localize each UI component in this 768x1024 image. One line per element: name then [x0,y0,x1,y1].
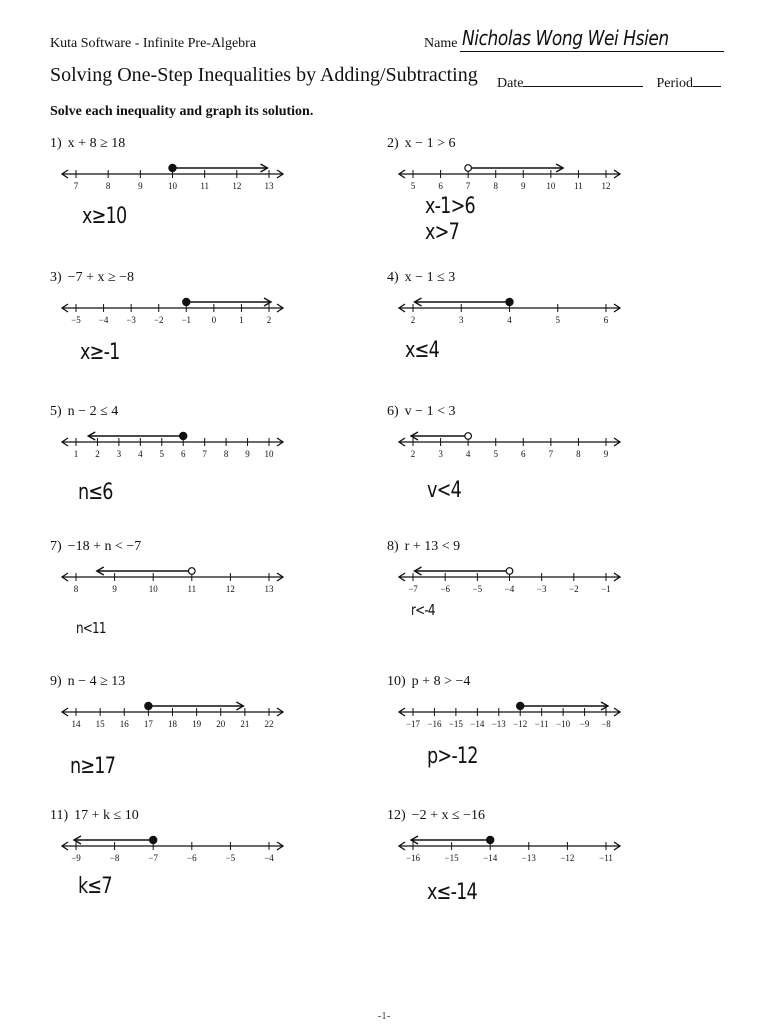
answer-12: x≤-14 [427,880,477,905]
problem-inequality: 17 + k ≤ 10 [74,808,139,823]
answer-3: x≥-1 [80,340,120,365]
answer-1: x≥10 [82,204,127,229]
problem-inequality: −2 + x ≤ −16 [411,808,486,823]
instructions: Solve each inequality and graph its solution. [50,104,314,119]
answer-6: v<4 [427,478,461,503]
tick-label: 14 [71,719,81,729]
open-point [465,433,472,440]
closed-point [183,298,190,305]
problem-number: 12) [387,808,406,823]
tick-label: 16 [119,719,129,729]
answer-4: x≤4 [405,338,439,363]
tick-label: −1 [181,315,192,325]
worksheet-title: Solving One-Step Inequalities by Adding/Subtracting [50,64,478,86]
tick-label: −16 [405,853,421,863]
tick-label: 8 [493,181,498,191]
tick-label: −4 [504,584,515,594]
name-value: Nicholas Wong Wei Hsien [462,26,669,50]
tick-label: 10 [148,584,158,594]
problem-number: 9) [50,674,62,689]
tick-label: −5 [225,853,236,863]
tick-label: −8 [109,853,120,863]
tick-label: 10 [546,181,556,191]
tick-label: 12 [225,584,235,594]
problem-inequality: v − 1 < 3 [404,404,456,419]
tick-label: 3 [438,449,443,459]
tick-label: 11 [200,181,210,191]
tick-label: 2 [95,449,100,459]
closed-point [180,432,187,439]
problem-number: 7) [50,539,62,554]
tick-label: −7 [408,584,418,594]
tick-label: 1 [239,315,244,325]
tick-label: 5 [410,181,416,191]
closed-point [506,298,513,305]
tick-label: 13 [264,584,274,594]
tick-label: 21 [240,719,250,729]
problem-inequality: r + 13 < 9 [404,539,461,554]
tick-label: 13 [264,181,274,191]
number-line-1 [60,146,285,206]
tick-label: −8 [601,719,611,729]
answer-5: n≤6 [78,480,113,505]
tick-label: 8 [105,181,111,191]
tick-label: −3 [126,315,136,325]
tick-label: 1 [73,449,79,459]
tick-label: 7 [202,449,207,459]
tick-label: −2 [153,315,164,325]
tick-label: 7 [73,181,79,191]
tick-label: 12 [601,181,611,191]
tick-label: 9 [245,449,250,459]
tick-label: −14 [483,853,498,863]
answer-7: n<11 [76,619,106,637]
date-blank[interactable] [523,72,643,87]
tick-label: −14 [470,719,485,729]
problem-number: 3) [50,270,62,285]
number-line-5 [60,414,285,474]
tick-label: 6 [180,449,186,459]
tick-label: −16 [427,719,442,729]
tick-label: −5 [71,315,81,325]
problem-inequality: x − 1 ≤ 3 [404,270,456,285]
date-label: Date [497,76,524,91]
problem-inequality: −18 + n < −7 [67,539,142,554]
tick-label: −5 [472,584,483,594]
tick-label: 11 [574,181,583,191]
tick-label: 2 [410,449,416,459]
tick-label: 18 [168,719,177,729]
tick-label: −11 [534,719,549,729]
tick-label: 6 [521,449,526,459]
period-label: Period [656,76,693,91]
tick-label: 5 [493,449,498,459]
answer-2: x-1>6 [425,194,475,219]
number-line-12 [397,818,622,878]
number-line-6 [397,414,622,474]
closed-point [145,702,152,709]
tick-label: −11 [599,853,613,863]
answer-11: k≤7 [78,874,112,899]
number-line-10 [397,684,622,744]
problem-inequality: x − 1 > 6 [404,136,456,151]
tick-label: 2 [410,315,416,325]
tick-label: −13 [521,853,536,863]
tick-label: −6 [187,853,197,863]
tick-label: −7 [148,853,158,863]
tick-label: 7 [548,449,554,459]
answer-2-step-2: x>7 [425,220,459,245]
tick-label: 5 [159,449,165,459]
tick-label: −15 [448,719,463,729]
name-field[interactable] [424,26,724,52]
tick-label: 9 [112,584,117,594]
problem-number: 8) [387,539,399,554]
date-period-fields [497,72,721,92]
tick-label: −4 [264,853,274,863]
tick-label: 3 [116,449,122,459]
tick-label: 10 [264,449,274,459]
tick-label: −9 [579,719,590,729]
closed-point [150,836,157,843]
number-line-8 [397,549,622,609]
tick-label: 10 [168,181,177,191]
tick-label: 0 [211,315,217,325]
problem-number: 4) [387,270,399,285]
problem-inequality: p + 8 > −4 [411,674,471,689]
tick-label: −12 [513,719,528,729]
problem-inequality: n − 2 ≤ 4 [67,404,119,419]
closed-point [517,702,524,709]
tick-label: 7 [465,181,471,191]
problem-number: 2) [387,136,399,151]
open-point [465,165,472,172]
name-line [460,51,724,52]
tick-label: 19 [192,719,202,729]
tick-label: 6 [603,315,609,325]
tick-label: 20 [216,719,226,729]
tick-label: 17 [143,719,153,729]
problem-number: 6) [387,404,399,419]
period-blank[interactable] [693,72,721,87]
problem-inequality: −7 + x ≥ −8 [67,270,135,285]
software-label: Kuta Software - Infinite Pre-Algebra [50,36,257,51]
problem-inequality: n − 4 ≥ 13 [67,674,126,689]
tick-label: 9 [603,449,609,459]
number-line-4 [397,280,622,340]
tick-label: −12 [560,853,575,863]
open-point [189,568,196,575]
problem-number: 11) [50,808,69,823]
answer-8: r<-4 [411,601,435,619]
tick-label: 4 [465,449,471,459]
name-label: Name [424,36,458,51]
tick-label: −4 [98,315,109,325]
tick-label: 8 [223,449,229,459]
tick-label: −2 [569,584,579,594]
tick-label: 4 [507,315,512,325]
answer-9: n≥17 [70,754,116,779]
tick-label: −10 [556,719,571,729]
tick-label: 9 [521,181,526,191]
number-line-3 [60,280,285,340]
tick-label: −13 [491,719,506,729]
number-line-9 [60,684,285,744]
tick-label: 8 [73,584,79,594]
tick-label: −17 [405,719,421,729]
tick-label: 2 [266,315,272,325]
tick-label: −9 [71,853,81,863]
tick-label: −1 [601,584,611,594]
tick-label: 15 [95,719,105,729]
closed-point [487,836,494,843]
tick-label: −15 [444,853,459,863]
tick-label: 6 [438,181,443,191]
problem-number: 1) [50,136,62,151]
tick-label: −6 [440,584,450,594]
tick-label: 4 [138,449,143,459]
tick-label: 12 [232,181,242,191]
page-number: -1- [377,1010,391,1022]
tick-label: 5 [555,315,560,325]
open-point [506,568,513,575]
tick-label: −3 [536,584,547,594]
closed-point [169,164,176,171]
tick-label: 9 [138,181,143,191]
number-line-7 [60,549,285,609]
tick-label: 11 [187,584,197,594]
tick-label: 8 [576,449,581,459]
tick-label: 22 [264,719,274,729]
number-line-11 [60,818,285,878]
tick-label: 3 [459,315,464,325]
problem-inequality: x + 8 ≥ 18 [67,136,126,151]
problem-number: 5) [50,404,62,419]
problem-number: 10) [387,674,406,689]
answer-10: p>-12 [427,744,478,769]
